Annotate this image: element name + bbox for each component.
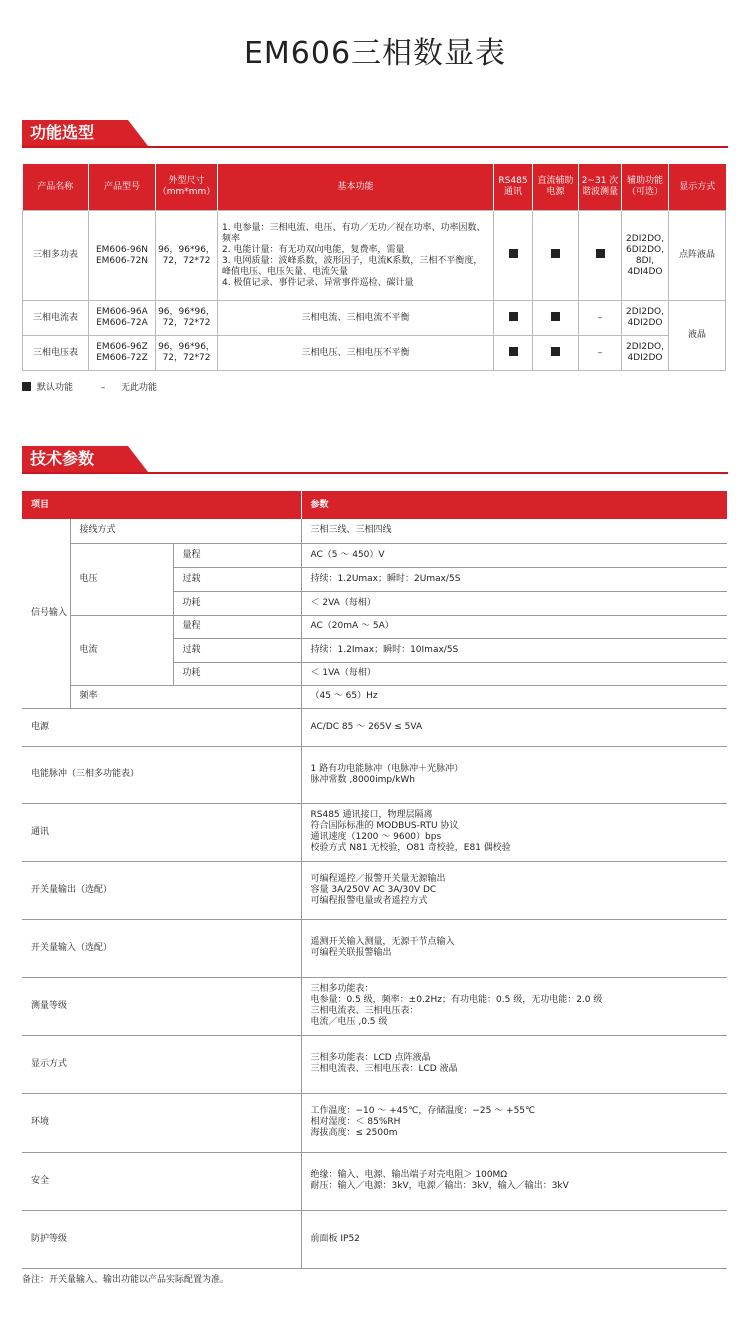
current-range-value: AC（20mA ～ 5A）: [301, 615, 727, 638]
selection-header-row: [23, 164, 726, 211]
aux-function: 2DI2DO, 6DI2DO, 8DI, 4DI4DO: [622, 211, 669, 301]
current-range-label: 量程: [173, 615, 301, 638]
table-row: [22, 977, 727, 1035]
rs485-mark: [494, 336, 533, 371]
display-value: 三相多功能表：LCD 点阵液晶 三相电流表、三相电压表：LCD 液晶: [301, 1035, 727, 1093]
col-header-model: 产品型号: [89, 164, 156, 211]
table-row: [22, 1210, 727, 1268]
table-row: [22, 543, 727, 567]
accuracy-value: 三相多功能表： 电参量：0.5 级，频率：±0.2Hz；有功电能：0.5 级，无功电能：2.0 级 三相电流表、三相电压表： 电流／电压 ,0.5 级: [301, 977, 727, 1035]
safety-label: 安全: [22, 1152, 301, 1210]
communication-label: 通讯: [22, 803, 301, 861]
protection-value: 前面板 IP52: [301, 1210, 727, 1268]
table-row: [22, 1035, 727, 1093]
tech-header-row: [22, 491, 727, 519]
selection-table: [22, 164, 726, 371]
current-power-label: 功耗: [173, 662, 301, 685]
product-model: EM606-96Z EM606-72Z: [89, 336, 156, 371]
environment-value: 工作温度：−10 ～ +45℃，存储温度：−25 ～ +55℃ 相对湿度：＜ 85%RH 海拔高度：≤ 2500m: [301, 1093, 727, 1152]
default-square-icon: [509, 347, 518, 356]
table-row: [22, 1093, 727, 1152]
col-header-size: 外型尺寸 （mm*mm）: [156, 164, 218, 211]
table-row: [23, 301, 726, 336]
harmonic-mark: –: [579, 336, 622, 371]
legend-dash: –: [100, 383, 106, 393]
rs485-mark: [494, 211, 533, 301]
table-row: [22, 615, 727, 638]
product-function: 三相电压、三相电压不平衡: [218, 336, 494, 371]
voltage-power-label: 功耗: [173, 591, 301, 615]
default-square-icon: [551, 347, 560, 356]
product-size: 96，96*96， 72，72*72: [156, 336, 218, 371]
voltage-label: 电压: [70, 543, 173, 615]
harmonic-mark: –: [579, 301, 622, 336]
col-header-func: 基本功能: [218, 164, 494, 211]
product-function: 三相电流、三相电流不平衡: [218, 301, 494, 336]
col-header-display: 显示方式: [669, 164, 726, 211]
energy-pulse-value: 1 路有功电能脉冲（电脉冲＋光脉冲） 脉冲常数 ,8000imp/kWh: [301, 746, 727, 803]
display-label: 显示方式: [22, 1035, 301, 1093]
default-square-icon: [596, 249, 605, 258]
legend-none: 无此功能: [121, 383, 158, 393]
table-row: [22, 746, 727, 803]
switch-output-label: 开关量输出（选配）: [22, 861, 301, 919]
col-header-aux: 辅助功能 （可选）: [622, 164, 669, 211]
default-square-icon: [551, 312, 560, 321]
aux-function: 2DI2DO, 4DI2DO: [622, 336, 669, 371]
table-row: [23, 336, 726, 371]
table-row: [22, 919, 727, 977]
section-header-selection: [22, 120, 728, 148]
product-function: 1. 电参量：三相电流、电压、有功／无功／视在功率、功率因数、频率 2. 电能计量：有无功双向电能，复费率，需量 3. 电网质量：波峰系数，波形因子，电流K系数，三相不平衡度，峰值电压、电压矢量、电流矢量 4. 极值记录、事件记录、异常事件巡检、碳计量: [218, 211, 494, 301]
col-header-rs485: RS485 通讯: [494, 164, 533, 211]
product-model: EM606-96A EM606-72A: [89, 301, 156, 336]
communication-value: RS485 通讯接口，物理层隔离 符合国际标准的 MODBUS-RTU 协议 通讯速度（1200 ～ 9600）bps 校验方式 N81 无校验，O81 奇校验，E81 偶校验: [301, 803, 727, 861]
table-row: [22, 803, 727, 861]
product-size: 96，96*96， 72，72*72: [156, 301, 218, 336]
switch-input-label: 开关量输入（选配）: [22, 919, 301, 977]
legend-default: 默认功能: [37, 383, 74, 393]
voltage-power-value: ＜ 2VA（每相）: [301, 591, 727, 615]
switch-input-value: 遥测开关输入测量，无源干节点输入 可编程关联报警输出: [301, 919, 727, 977]
wiring-value: 三相三线、三相四线: [301, 519, 727, 543]
wiring-label: 接线方式: [70, 519, 301, 543]
col-header-harmonic: 2~31 次 谐波测量: [579, 164, 622, 211]
voltage-range-label: 量程: [173, 543, 301, 567]
protection-label: 防护等级: [22, 1210, 301, 1268]
power-supply-label: 电源: [22, 708, 301, 746]
voltage-overload-label: 过载: [173, 567, 301, 591]
current-overload-value: 持续：1.2Imax；瞬时：10Imax/5S: [301, 638, 727, 662]
accuracy-label: 测量等级: [22, 977, 301, 1035]
dc-mark: [533, 211, 579, 301]
current-power-value: ＜ 1VA（每相）: [301, 662, 727, 685]
current-label: 电流: [70, 615, 173, 685]
table-row: [22, 1152, 727, 1210]
section-title-tech: 技术参数: [22, 446, 128, 472]
table-row: [22, 519, 727, 543]
col-header-param: 参数: [301, 491, 727, 519]
frequency-label: 频率: [70, 685, 301, 708]
product-size: 96，96*96， 72，72*72: [156, 211, 218, 301]
table-row: [22, 685, 727, 708]
default-square-icon: [22, 382, 31, 391]
current-overload-label: 过载: [173, 638, 301, 662]
frequency-value: （45 ～ 65）Hz: [301, 685, 727, 708]
table-row: [22, 861, 727, 919]
display-mode: 液晶: [669, 301, 726, 371]
section-header-tech: [22, 446, 728, 474]
display-mode: 点阵液晶: [669, 211, 726, 301]
table-row: [22, 708, 727, 746]
footnote: 备注：开关量输入、输出功能以产品实际配置为准。: [22, 1275, 230, 1285]
harmonic-mark: [579, 211, 622, 301]
default-square-icon: [509, 312, 518, 321]
energy-pulse-label: 电能脉冲（三相多功能表）: [22, 746, 301, 803]
switch-output-value: 可编程遥控／报警开关量无源输出 容量 3A/250V AC 3A/30V DC 可编程报警电量或者遥控方式: [301, 861, 727, 919]
rs485-mark: [494, 301, 533, 336]
table-row: [23, 211, 726, 301]
col-header-name: 产品名称: [23, 164, 89, 211]
legend: [22, 380, 157, 393]
tech-table: [22, 491, 727, 1269]
product-name: 三相电流表: [23, 301, 89, 336]
section-title-selection: 功能选型: [22, 120, 128, 146]
signal-input-label: 信号输入: [22, 519, 70, 708]
col-header-item: 项目: [22, 491, 301, 519]
page-title: EM606三相数显表: [243, 36, 507, 71]
safety-value: 绝缘：输入、电源、输出端子对壳电阻＞ 100MΩ 耐压：输入／电源：3kV，电源／输出：3kV，输入／输出：3kV: [301, 1152, 727, 1210]
environment-label: 环境: [22, 1093, 301, 1152]
aux-function: 2DI2DO, 4DI2DO: [622, 301, 669, 336]
dc-mark: [533, 301, 579, 336]
product-name: 三相电压表: [23, 336, 89, 371]
dc-mark: [533, 336, 579, 371]
voltage-range-value: AC（5 ～ 450）V: [301, 543, 727, 567]
product-name: 三相多功表: [23, 211, 89, 301]
default-square-icon: [551, 249, 560, 258]
default-square-icon: [509, 249, 518, 258]
col-header-dc: 直流辅助 电源: [533, 164, 579, 211]
voltage-overload-value: 持续：1.2Umax；瞬时：2Umax/5S: [301, 567, 727, 591]
power-supply-value: AC/DC 85 ～ 265V ≤ 5VA: [301, 708, 727, 746]
product-model: EM606-96N EM606-72N: [89, 211, 156, 301]
